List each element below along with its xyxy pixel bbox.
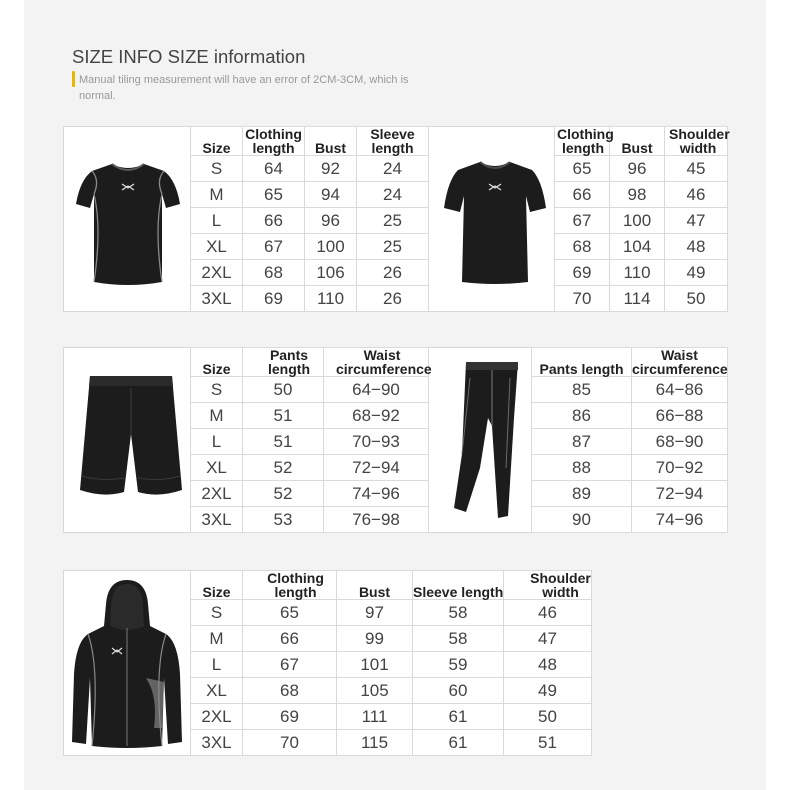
value-cell: 64−90 — [324, 377, 429, 403]
size-cell: M — [191, 403, 243, 429]
value-cell: 69 — [555, 260, 610, 286]
size-table-jacket — [190, 570, 592, 756]
column-header: Sleeve length — [413, 571, 504, 600]
column-header: Sleeve length — [357, 127, 429, 156]
table-row — [191, 507, 429, 533]
value-cell: 26 — [357, 260, 429, 286]
column-header: Bust — [337, 571, 413, 600]
table-row — [555, 182, 728, 208]
value-cell: 111 — [337, 704, 413, 730]
value-cell: 46 — [504, 600, 592, 626]
column-header: Clothing length — [243, 127, 305, 156]
value-cell: 64 — [243, 156, 305, 182]
size-table-shorts — [190, 347, 432, 533]
value-cell: 50 — [243, 377, 324, 403]
value-cell: 89 — [532, 481, 632, 507]
column-header: Waist circumference — [632, 347, 728, 377]
value-cell: 68−90 — [632, 429, 728, 455]
value-cell: 47 — [665, 208, 728, 234]
table-row — [191, 208, 429, 234]
value-cell: 50 — [665, 286, 728, 312]
size-cell: XL — [191, 234, 243, 260]
value-cell: 90 — [532, 507, 632, 533]
value-cell: 72−94 — [632, 481, 728, 507]
table-row — [191, 678, 592, 704]
value-cell: 74−96 — [324, 481, 429, 507]
column-header: Size — [191, 348, 243, 377]
value-cell: 98 — [610, 182, 665, 208]
value-cell: 88 — [532, 455, 632, 481]
value-cell: 114 — [610, 286, 665, 312]
value-cell: 70 — [555, 286, 610, 312]
value-cell: 58 — [413, 600, 504, 626]
loose-tshirt-icon — [442, 156, 548, 286]
size-cell: 3XL — [191, 730, 243, 756]
value-cell: 87 — [532, 429, 632, 455]
value-cell: 24 — [357, 182, 429, 208]
size-cell: L — [191, 429, 243, 455]
table-row — [532, 403, 728, 429]
value-cell: 49 — [504, 678, 592, 704]
size-table-fitted-tshirt — [190, 126, 429, 312]
value-cell: 115 — [337, 730, 413, 756]
size-cell: S — [191, 156, 243, 182]
table-row — [191, 429, 429, 455]
size-cell: S — [191, 377, 243, 403]
value-cell: 60 — [413, 678, 504, 704]
value-cell: 105 — [337, 678, 413, 704]
value-cell: 65 — [243, 182, 305, 208]
table-row — [191, 156, 429, 182]
table-row — [532, 481, 728, 507]
value-cell: 26 — [357, 286, 429, 312]
table-row — [191, 234, 429, 260]
table-row — [555, 260, 728, 286]
size-cell: L — [191, 208, 243, 234]
size-cell: M — [191, 182, 243, 208]
size-cell: XL — [191, 455, 243, 481]
value-cell: 70 — [243, 730, 337, 756]
value-cell: 86 — [532, 403, 632, 429]
value-cell: 99 — [337, 626, 413, 652]
table-row — [191, 286, 429, 312]
size-cell: 2XL — [191, 260, 243, 286]
value-cell: 45 — [665, 156, 728, 182]
size-cell: 3XL — [191, 507, 243, 533]
table-row — [191, 652, 592, 678]
value-cell: 24 — [357, 156, 429, 182]
value-cell: 68 — [243, 678, 337, 704]
table-row — [191, 182, 429, 208]
accent-bar — [72, 71, 75, 87]
value-cell: 67 — [243, 234, 305, 260]
table-row — [191, 704, 592, 730]
size-table-leggings — [531, 347, 728, 533]
table-row — [532, 429, 728, 455]
value-cell: 47 — [504, 626, 592, 652]
table-row — [532, 455, 728, 481]
size-cell: M — [191, 626, 243, 652]
value-cell: 67 — [243, 652, 337, 678]
value-cell: 51 — [243, 429, 324, 455]
value-cell: 65 — [555, 156, 610, 182]
column-header: Clothing length — [243, 571, 337, 600]
column-header: Size — [191, 571, 243, 600]
column-header: Clothing length — [555, 127, 610, 156]
value-cell: 65 — [243, 600, 337, 626]
value-cell: 61 — [413, 704, 504, 730]
table-row — [191, 377, 429, 403]
short-sleeve-compression-shirt-icon — [72, 158, 184, 288]
value-cell: 66 — [243, 626, 337, 652]
value-cell: 48 — [665, 234, 728, 260]
column-header: Bust — [610, 127, 665, 156]
column-header: Bust — [305, 127, 357, 156]
table-row — [555, 234, 728, 260]
value-cell: 69 — [243, 286, 305, 312]
value-cell: 74−96 — [632, 507, 728, 533]
value-cell: 110 — [610, 260, 665, 286]
column-header: Pants length — [243, 348, 324, 377]
table-row — [191, 730, 592, 756]
column-header: Waist circumference — [324, 348, 429, 377]
measurement-note: Manual tiling measurement will have an error of 2CM-3CM, which is normal. — [79, 74, 409, 102]
value-cell: 100 — [610, 208, 665, 234]
value-cell: 96 — [610, 156, 665, 182]
value-cell: 72−94 — [324, 455, 429, 481]
value-cell: 49 — [665, 260, 728, 286]
size-cell: 2XL — [191, 481, 243, 507]
value-cell: 69 — [243, 704, 337, 730]
value-cell: 101 — [337, 652, 413, 678]
column-header: Shoulder width — [665, 127, 728, 156]
column-header: Size — [191, 127, 243, 156]
value-cell: 94 — [305, 182, 357, 208]
column-header: Shoulder width — [504, 571, 592, 600]
value-cell: 68 — [243, 260, 305, 286]
value-cell: 76−98 — [324, 507, 429, 533]
table-row — [191, 481, 429, 507]
value-cell: 66 — [555, 182, 610, 208]
table-row — [532, 507, 728, 533]
value-cell: 25 — [357, 208, 429, 234]
value-cell: 70−92 — [632, 455, 728, 481]
value-cell: 58 — [413, 626, 504, 652]
value-cell: 59 — [413, 652, 504, 678]
size-table-loose-tshirt — [554, 126, 728, 312]
size-cell: L — [191, 652, 243, 678]
table-row — [532, 377, 728, 403]
page-title: SIZE INFO SIZE information — [72, 46, 306, 67]
value-cell: 106 — [305, 260, 357, 286]
size-cell: XL — [191, 678, 243, 704]
value-cell: 104 — [610, 234, 665, 260]
table-row — [191, 260, 429, 286]
value-cell: 68 — [555, 234, 610, 260]
shorts-icon — [78, 372, 184, 500]
value-cell: 64−86 — [632, 377, 728, 403]
value-cell: 61 — [413, 730, 504, 756]
value-cell: 85 — [532, 377, 632, 403]
value-cell: 46 — [665, 182, 728, 208]
value-cell: 97 — [337, 600, 413, 626]
column-header: Pants length — [532, 348, 632, 377]
value-cell: 25 — [357, 234, 429, 260]
table-row — [191, 455, 429, 481]
size-cell: 3XL — [191, 286, 243, 312]
table-row — [191, 626, 592, 652]
value-cell: 68−92 — [324, 403, 429, 429]
table-row — [555, 286, 728, 312]
value-cell: 92 — [305, 156, 357, 182]
value-cell: 52 — [243, 455, 324, 481]
value-cell: 48 — [504, 652, 592, 678]
value-cell: 52 — [243, 481, 324, 507]
table-row — [555, 208, 728, 234]
hooded-jacket-icon — [70, 578, 184, 750]
value-cell: 53 — [243, 507, 324, 533]
value-cell: 50 — [504, 704, 592, 730]
value-cell: 51 — [243, 403, 324, 429]
value-cell: 100 — [305, 234, 357, 260]
leggings-icon — [452, 358, 524, 524]
value-cell: 70−93 — [324, 429, 429, 455]
table-row — [191, 403, 429, 429]
table-row — [191, 600, 592, 626]
table-row — [555, 156, 728, 182]
value-cell: 51 — [504, 730, 592, 756]
value-cell: 66 — [243, 208, 305, 234]
value-cell: 110 — [305, 286, 357, 312]
size-cell: 2XL — [191, 704, 243, 730]
value-cell: 66−88 — [632, 403, 728, 429]
value-cell: 67 — [555, 208, 610, 234]
size-cell: S — [191, 600, 243, 626]
value-cell: 96 — [305, 208, 357, 234]
